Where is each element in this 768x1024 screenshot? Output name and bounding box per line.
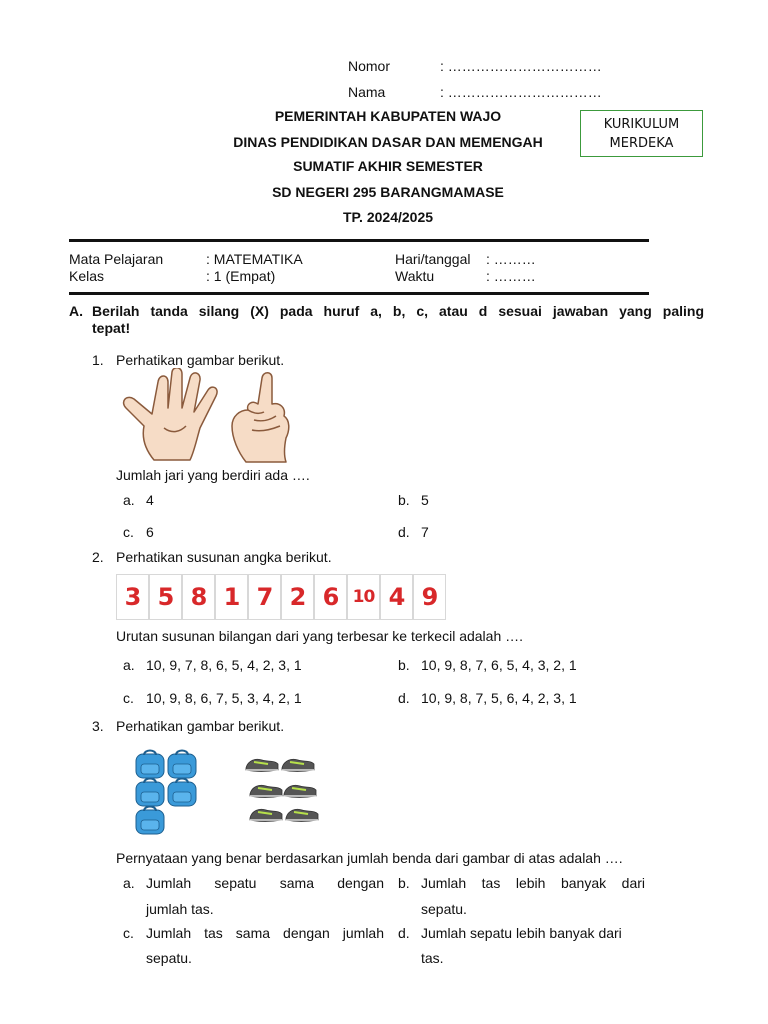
shoe-icon: [250, 785, 282, 797]
number-card: 5: [149, 574, 182, 620]
time-value: : ………: [486, 268, 536, 284]
q3-number: 3.: [92, 718, 104, 734]
header-government: PEMERINTAH KABUPATEN WAJO: [274, 108, 502, 124]
q1-option-a-text: 4: [146, 492, 154, 508]
q1-option-b-text: 5: [421, 492, 429, 508]
number-card: 3: [116, 574, 149, 620]
subject-label: Mata Pelajaran: [69, 251, 164, 267]
q1-prompt: Perhatikan gambar berikut.: [116, 352, 285, 368]
q1-option-a-letter: a.: [123, 492, 135, 508]
q3-option-d-line1: Jumlah sepatu lebih banyak dari: [421, 925, 622, 941]
q3-option-b-line2: sepatu.: [421, 901, 467, 917]
curriculum-badge-line1: KURIKULUM: [603, 116, 680, 132]
nomor-value: : ……………………………: [440, 58, 602, 74]
q3-option-a-letter: a.: [123, 875, 135, 891]
shoe-icon: [250, 809, 282, 821]
q1-option-d-letter: d.: [398, 524, 410, 540]
q2-option-d-letter: d.: [398, 690, 410, 706]
hands-illustration: [114, 368, 294, 463]
header-year: TP. 2024/2025: [342, 209, 434, 225]
q3-option-c-letter: c.: [123, 925, 134, 941]
q3-option-d-line2: tas.: [421, 950, 444, 966]
q3-option-b-line1: Jumlah tas lebih banyak dari: [421, 875, 645, 891]
subject-value: : MATEMATIKA: [206, 251, 303, 267]
section-instruction-line2: tepat!: [92, 320, 131, 336]
header-school: SD NEGERI 295 BARANGMAMASE: [272, 184, 504, 200]
q2-option-b-letter: b.: [398, 657, 410, 673]
q3-option-a-line2: jumlah tas.: [146, 901, 214, 917]
number-card: 10: [347, 574, 380, 620]
q2-question: Urutan susunan bilangan dari yang terbesar ke terkecil adalah ….: [116, 628, 524, 644]
number-card: 6: [314, 574, 347, 620]
section-letter: A.: [69, 303, 83, 319]
number-card: 4: [380, 574, 413, 620]
open-hand-icon: [124, 368, 218, 460]
nomor-label: Nomor: [348, 58, 391, 74]
number-card: 9: [413, 574, 446, 620]
q3-option-c-line1: Jumlah tas sama dengan jumlah: [146, 925, 384, 941]
q1-number: 1.: [92, 352, 104, 368]
shoe-icon: [286, 809, 318, 821]
class-label: Kelas: [69, 268, 105, 284]
bags-and-shoes-illustration: [118, 740, 338, 840]
number-card: 1: [215, 574, 248, 620]
q1-option-c-text: 6: [146, 524, 154, 540]
q1-option-d-text: 7: [421, 524, 429, 540]
q1-option-b-letter: b.: [398, 492, 410, 508]
q3-option-b-letter: b.: [398, 875, 410, 891]
q2-prompt: Perhatikan susunan angka berikut.: [116, 549, 332, 565]
curriculum-badge-line2: MERDEKA: [609, 135, 674, 151]
section-instruction-line1: Berilah tanda silang (X) pada huruf a, b, c, atau d sesuai jawaban yang paling: [92, 303, 704, 319]
nama-value: : ……………………………: [440, 84, 602, 100]
q2-option-a-text: 10, 9, 7, 8, 6, 5, 4, 2, 3, 1: [146, 657, 302, 673]
q3-option-a-line1: Jumlah sepatu sama dengan: [146, 875, 384, 891]
q1-question: Jumlah jari yang berdiri ada ….: [116, 467, 310, 483]
backpack-icon: [168, 751, 196, 779]
shoe-icon: [246, 759, 278, 771]
date-label: Hari/tanggal: [395, 251, 471, 267]
q2-option-d-text: 10, 9, 8, 7, 5, 6, 4, 2, 3, 1: [421, 690, 577, 706]
time-label: Waktu: [395, 268, 435, 284]
q2-number: 2.: [92, 549, 104, 565]
q2-option-b-text: 10, 9, 8, 7, 6, 5, 4, 3, 2, 1: [421, 657, 577, 673]
backpack-icon: [136, 807, 164, 835]
header-divider-top: [69, 239, 649, 242]
number-card: 2: [281, 574, 314, 620]
header-divider-bottom: [69, 292, 649, 295]
backpack-icon: [168, 779, 196, 807]
number-card: 7: [248, 574, 281, 620]
q3-option-d-letter: d.: [398, 925, 410, 941]
shoe-icon: [284, 785, 316, 797]
q3-prompt: Perhatikan gambar berikut.: [116, 718, 285, 734]
header-exam-title: SUMATIF AKHIR SEMESTER: [293, 158, 483, 174]
class-value: : 1 (Empat): [206, 268, 276, 284]
header-department: DINAS PENDIDIKAN DASAR DAN MEMENGAH: [233, 134, 543, 150]
backpack-icon: [136, 751, 164, 779]
q1-option-c-letter: c.: [123, 524, 134, 540]
q2-option-c-text: 10, 9, 8, 6, 7, 5, 3, 4, 2, 1: [146, 690, 302, 706]
q3-question: Pernyataan yang benar berdasarkan jumlah benda dari gambar di atas adalah ….: [116, 850, 623, 866]
q3-option-c-line2: sepatu.: [146, 950, 192, 966]
one-finger-hand-icon: [232, 373, 289, 462]
nama-label: Nama: [348, 84, 386, 100]
date-value: : ………: [486, 251, 536, 267]
q2-option-a-letter: a.: [123, 657, 135, 673]
q2-option-c-letter: c.: [123, 690, 134, 706]
curriculum-badge: [580, 110, 703, 157]
number-card: 8: [182, 574, 215, 620]
shoe-icon: [282, 759, 314, 771]
backpack-icon: [136, 779, 164, 807]
